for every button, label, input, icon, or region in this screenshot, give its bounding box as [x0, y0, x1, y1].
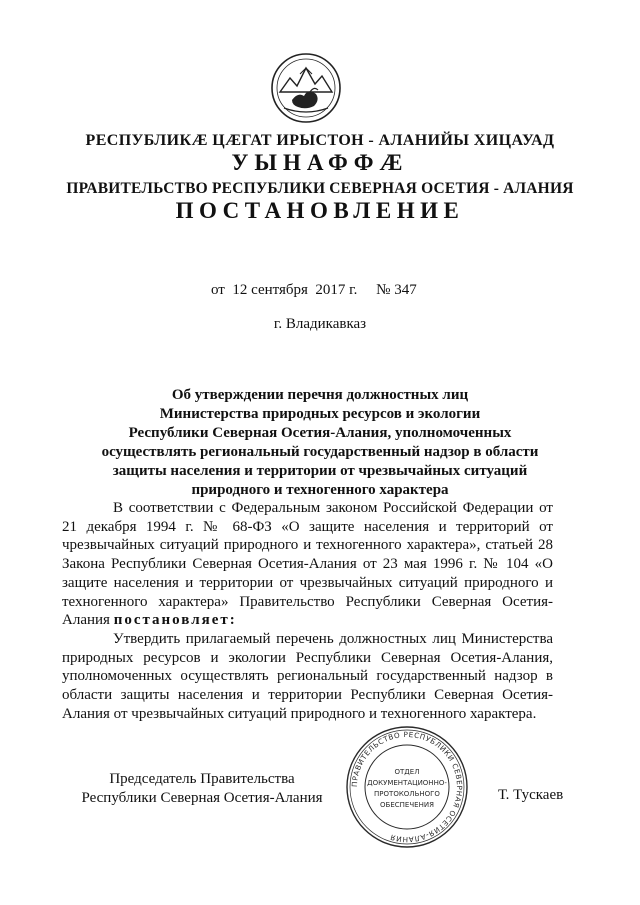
position-line: Республики Северная Осетия-Алания — [81, 789, 323, 806]
resolution-paragraph: Утвердить прилагаемый перечень должностных лиц Министерства природных ресурсов и экологии Республики Северная Осетия-Алания, уполномоченных осуществлять региональный государственный надзор в области защиты населения и территории Республики Северная Осетия-Алания от чрезвычайных ситуаций природного и техногенного характера. — [62, 630, 553, 722]
russian-document-type: ПОСТАНОВЛЕНИЕ — [175, 198, 465, 223]
title-line: осуществлять региональный государственный надзор в области — [101, 444, 539, 460]
title-line: Об утверждении перечня должностных лиц — [171, 387, 469, 403]
document-title — [60, 386, 580, 500]
title-line: Республики Северная Осетия-Алания, уполномоченных — [128, 425, 512, 441]
ossetian-government-name: РЕСПУБЛИКӔ ЦӔГАТ ИРЫСТОН - АЛАНИЙЫ ХИЦАУАД — [85, 132, 555, 149]
russian-government-name: ПРАВИТЕЛЬСТВО РЕСПУБЛИКИ СЕВЕРНАЯ ОСЕТИЯ - АЛАНИЯ — [66, 180, 574, 197]
preamble-paragraph — [62, 499, 553, 630]
date-and-number: от 12 сентября 2017 г. № 347 — [211, 282, 417, 298]
title-line: защиты населения и территории от чрезвычайных ситуаций — [112, 463, 528, 479]
svg-text:ПРАВИТЕЛЬСТВО РЕСПУБЛИКИ СЕВЕР — [350, 730, 464, 844]
preamble-text: В соответствии с Федеральным законом Российской Федерации от 21 декабря 1994 г. № 68-ФЗ «О защите населения и территорий от чрезвычайных ситуаций природного и техногенного характера», статьей 28 Закона Республики Северная Осетия-Алания от 23 мая 1996 г. № 104 «О защите населения и территории от чрезвычайных ситуаций природного и техногенного характера» Правительство Республики Северная Осетия-Алания — [62, 500, 553, 629]
stamp-inner-line: ОТДЕЛ — [394, 768, 420, 776]
official-stamp — [344, 724, 470, 850]
stamp-inner-line: ДОКУМЕНТАЦИОННО- — [367, 779, 447, 787]
stamp-outer-text: ПРАВИТЕЛЬСТВО РЕСПУБЛИКИ СЕВЕРНАЯ ОСЕТИЯ-АЛАНИЯ — [349, 729, 465, 845]
stamp-inner-line: ОБЕСПЕЧЕНИЯ — [380, 801, 434, 809]
resolves-word: постановляет: — [113, 612, 237, 629]
document-body — [62, 499, 553, 723]
position-line: Председатель Правительства — [109, 771, 295, 787]
ossetian-document-type: УЫНАФФӔ — [231, 150, 409, 175]
city: г. Владикавказ — [273, 316, 367, 332]
signatory-name: Т. Тускаев — [498, 787, 564, 803]
coat-of-arms-icon — [270, 52, 342, 124]
title-line: природного и техногенного характера — [191, 482, 449, 498]
stamp-inner-line: ПРОТОКОЛЬНОГО — [374, 790, 440, 798]
title-line: Министерства природных ресурсов и экологии — [159, 406, 481, 422]
signatory-position — [72, 770, 332, 807]
